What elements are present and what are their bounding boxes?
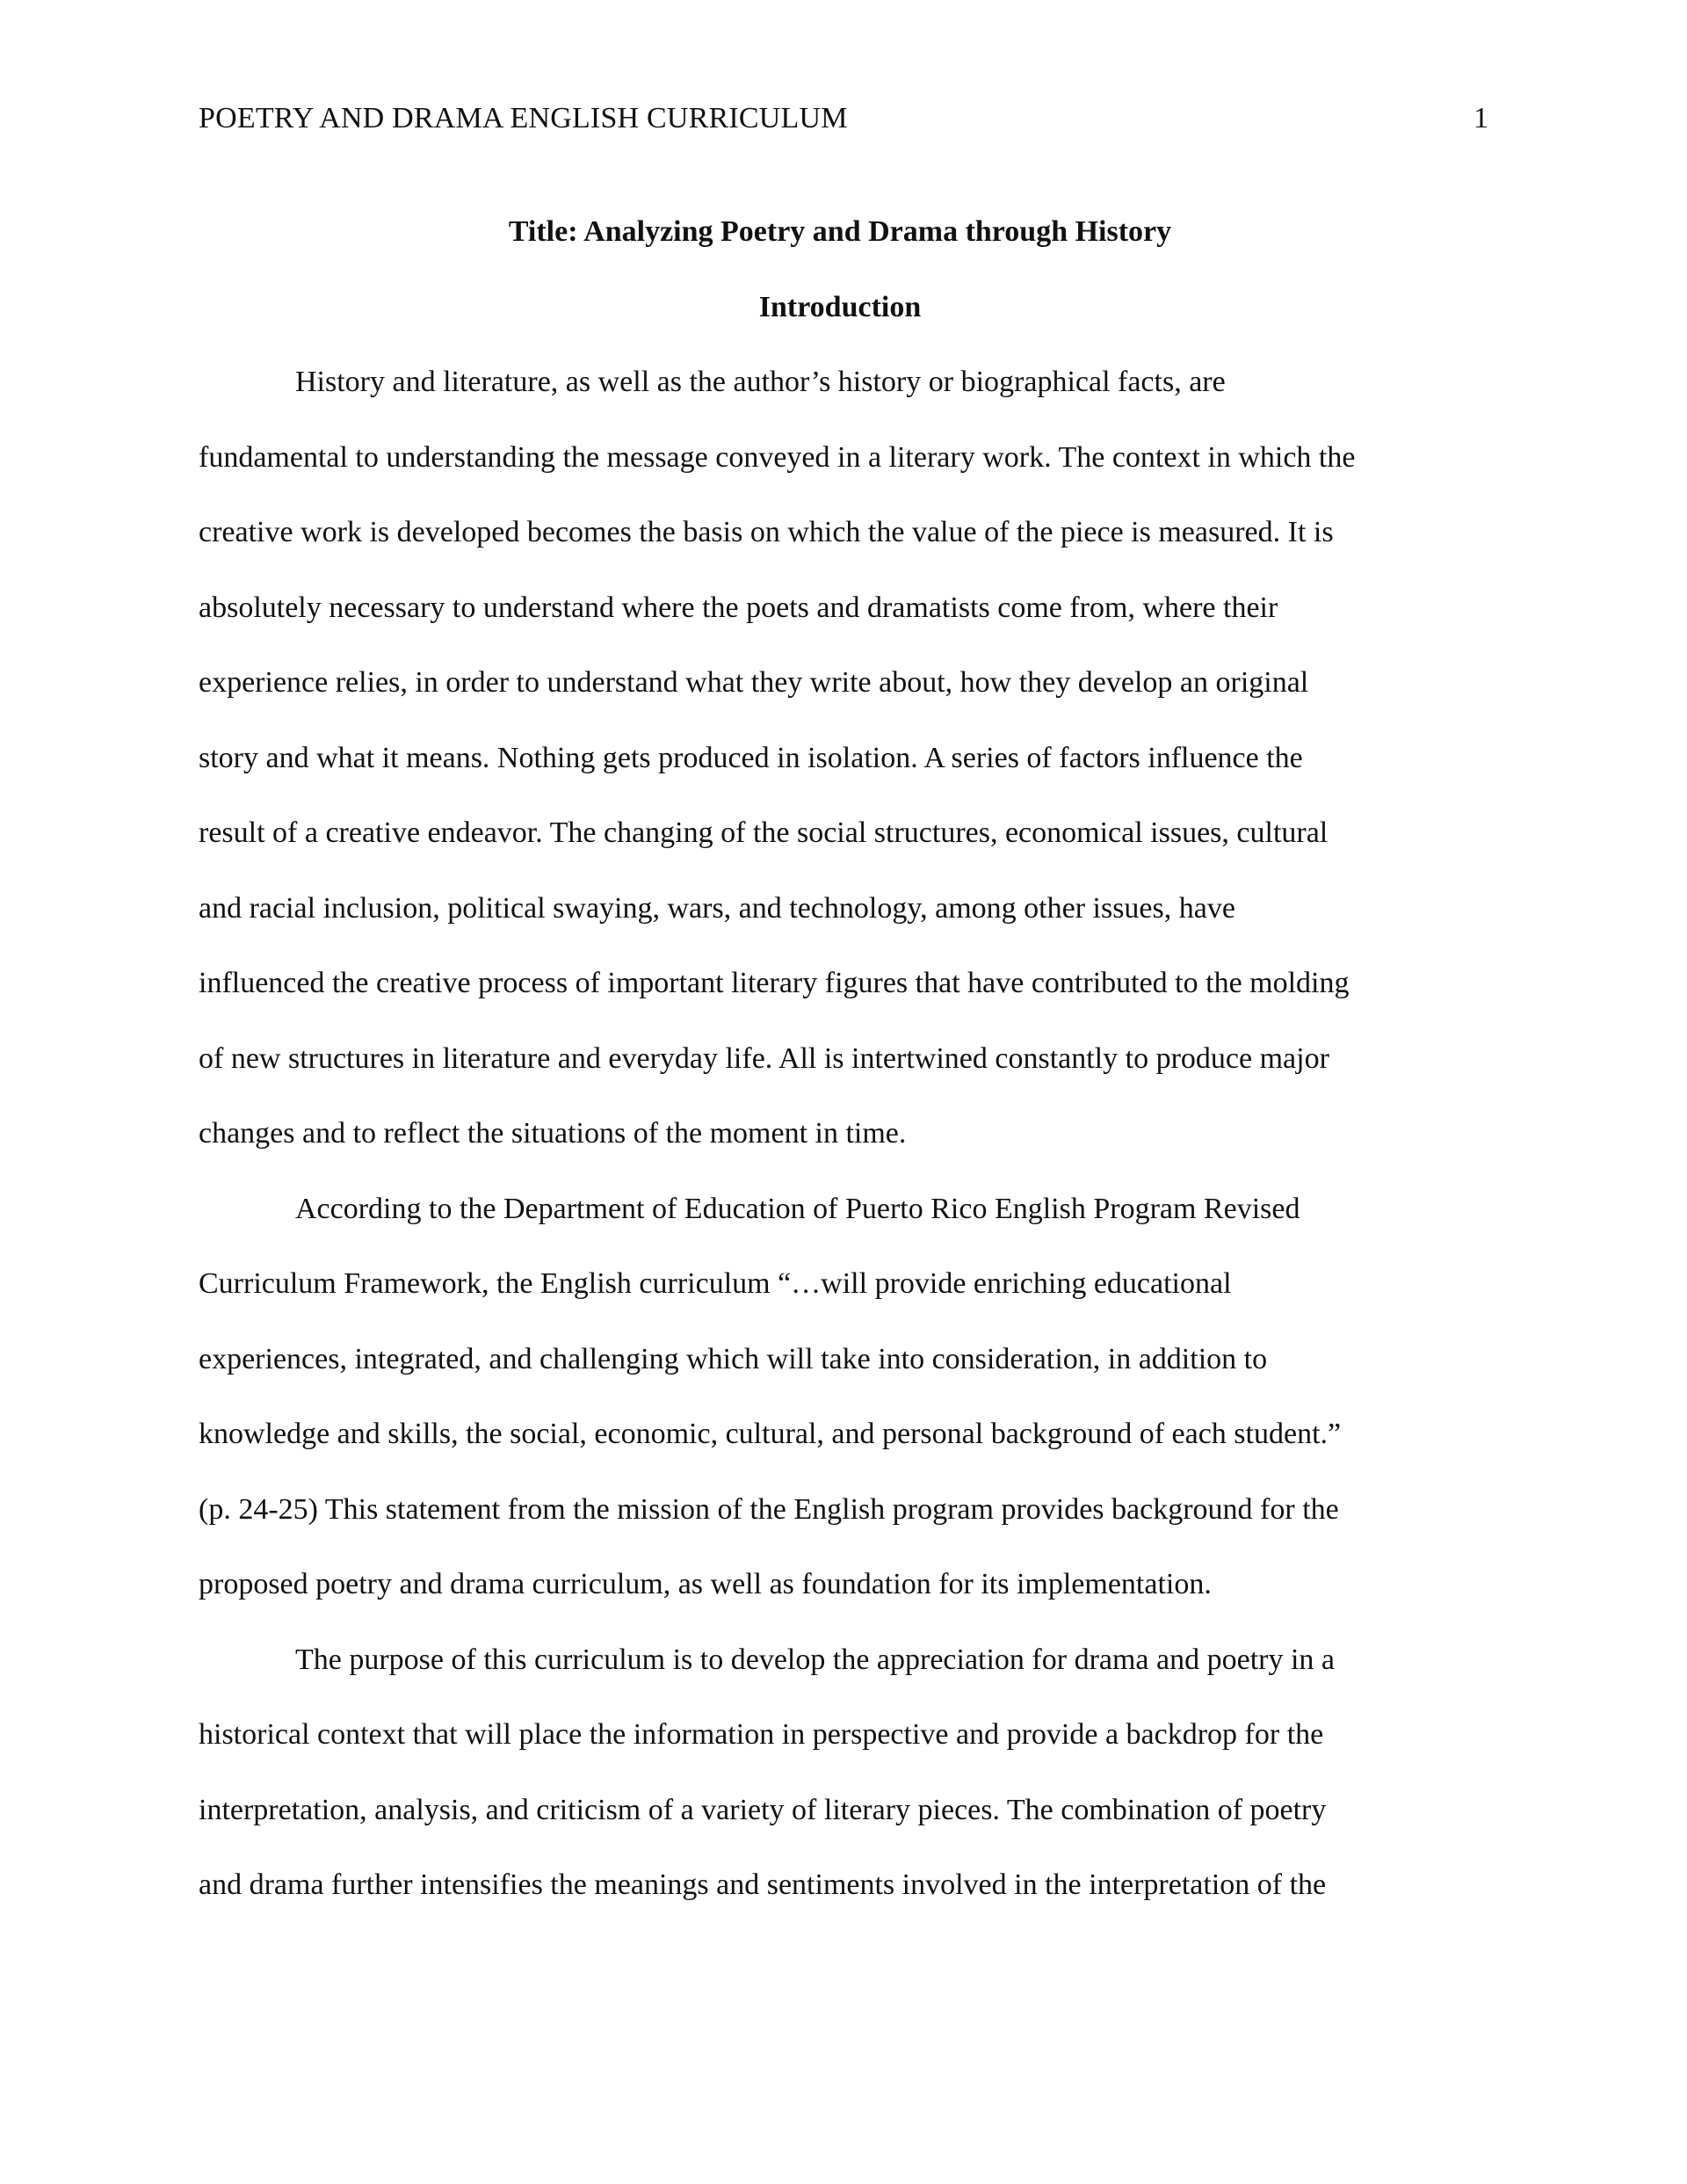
paragraph-1 bbox=[199, 345, 1481, 1172]
paragraph-line: interpretation, analysis, and criticism of a variety of literary pieces. The combination of poetry bbox=[199, 1793, 1327, 1826]
paragraph-line: and drama further intensifies the meanings and sentiments involved in the interpretation of the bbox=[199, 1868, 1327, 1901]
section-heading: Introduction bbox=[758, 290, 922, 323]
paragraph-line: According to the Department of Education of Puerto Rico English Program Revised bbox=[295, 1192, 1300, 1225]
paragraph-line: influenced the creative process of important literary figures that have contributed to the molding bbox=[199, 967, 1350, 999]
paragraph-line: result of a creative endeavor. The changing of the social structures, economical issues, cultural bbox=[199, 816, 1329, 849]
page-number: 1 bbox=[1473, 102, 1488, 134]
paragraph-line: History and literature, as well as the author’s history or biographical facts, are bbox=[295, 366, 1226, 398]
running-head-title: POETRY AND DRAMA ENGLISH CURRICULUM bbox=[199, 102, 848, 134]
paragraph-line: experience relies, in order to understand what they write about, how they develop an original bbox=[199, 666, 1309, 699]
paragraph-line: The purpose of this curriculum is to develop the appreciation for drama and poetry in a bbox=[295, 1643, 1336, 1676]
paragraph-line: creative work is developed becomes the basis on which the value of the piece is measured. It is bbox=[199, 516, 1334, 548]
paragraph-2 bbox=[199, 1172, 1481, 1622]
paragraph-line: knowledge and skills, the social, economic, cultural, and personal background of each student.” bbox=[199, 1418, 1342, 1450]
paragraph-line: changes and to reflect the situations of the moment in time. bbox=[199, 1117, 907, 1150]
paragraph-line: (p. 24-25) This statement from the mission of the English program provides background for the bbox=[199, 1492, 1339, 1526]
paragraph-line: story and what it means. Nothing gets produced in isolation. A series of factors influence the bbox=[199, 741, 1303, 774]
running-head bbox=[199, 97, 1488, 141]
document-body bbox=[199, 194, 1481, 1923]
paragraph-line: Curriculum Framework, the English curriculum “…will provide enriching educational bbox=[199, 1267, 1232, 1300]
paragraph-line: experiences, integrated, and challenging which will take into consideration, in addition to bbox=[199, 1342, 1268, 1375]
document-title: Title: Analyzing Poetry and Drama through History bbox=[508, 215, 1172, 248]
paragraph-line: absolutely necessary to understand where the poets and dramatists come from, where their bbox=[199, 591, 1278, 624]
paragraph-line: proposed poetry and drama curriculum, as well as foundation for its implementation. bbox=[199, 1568, 1212, 1600]
paragraph-line: historical context that will place the information in perspective and provide a backdrop for the bbox=[199, 1718, 1324, 1751]
paragraph-line: fundamental to understanding the message conveyed in a literary work. The context in which the bbox=[199, 440, 1356, 474]
paragraph-3 bbox=[199, 1622, 1481, 1923]
paragraph-line: and racial inclusion, political swaying, wars, and technology, among other issues, have bbox=[199, 891, 1235, 925]
paragraph-line: of new structures in literature and everyday life. All is intertwined constantly to produce major bbox=[199, 1041, 1329, 1075]
